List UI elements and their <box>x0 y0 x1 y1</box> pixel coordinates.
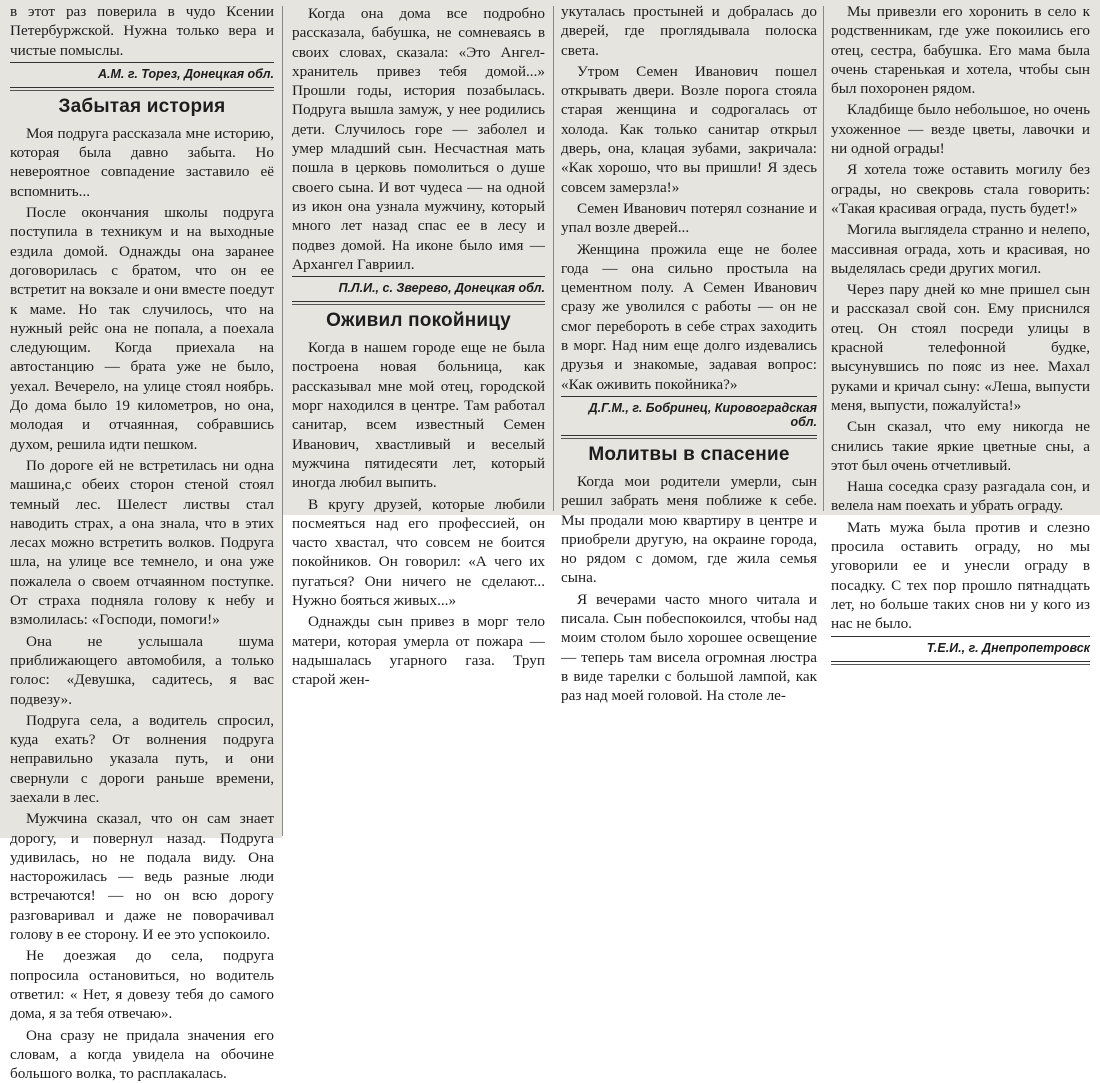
column-divider <box>553 6 554 511</box>
paragraph: Утром Семен Иванович пошел открывать двери. Возле порога стояла старая женщина и содрогалась от холода. Как только санитар открыл дверь, она, клацая зубами, закричала: «Как хорошо, что вы пришли! Я здесь совсем замерзла!» <box>561 62 817 196</box>
paragraph: Когда она дома все подробно рассказала, бабушка, не сомневаясь в своих словах, сказала: «Это Ангел-хранитель привез тебя домой...» Прошли годы, история позабылась. Подруга вышла замуж, у нее родились дети. Случилось горе — заболел и умер младший сын. Несчастная мать пошла в церковь помолиться о душе своего сына. И вот чудеса — на одной из икон она узнала мужчину, который много лет назад спас ее в лесу и подвез домой. На иконе было имя — Архангел Гавриил. <box>292 5 545 273</box>
paragraph: Мужчина сказал, что он сам знает дорогу, и повернул назад. Подруга удивилась, но не подала виду. Она насторожилась — ведь разные люди встречаются! — но он всю дорогу разговаривал и даже не поворачивал голову в ее сторону. И ее это успокоило. <box>10 810 274 944</box>
paragraph: Однажды сын привез в морг тело матери, которая умерла от пожара — надышалась угарного газа. Труп старой жен- <box>292 613 545 689</box>
paragraph: Я вечерами часто много читала и писала. Сын побеспокоился, чтобы над моим столом было хорошее освещение — теперь там висела огромная люстра в виде тарелки с большой лампой, как раз над моей головой. На столе ле- <box>561 590 817 705</box>
paragraph: Когда мои родители умерли, сын решил забрать меня поближе к себе. Мы продали мою квартиру в центре и приобрели другую, на окраине города, но рядом с домом, где жила семья сына. <box>561 472 817 587</box>
article-title-1: Забытая история <box>58 95 226 117</box>
paragraph: Когда в нашем городе еще не была построена новая больница, как рассказывал мне мой отец, городской морг находился в центре. Там работал санитар, всем известный Семен Иванович, хвастливый и веселый мужчина пятидесяти лет, который иногда любил выпить. <box>292 339 545 492</box>
paragraph: Наша соседка сразу разгадала сон, и велела нам поехать и убрать ограду. <box>831 478 1090 515</box>
column-1 <box>0 0 282 1083</box>
paragraph: После окончания школы подруга поступила в техникум и на выходные ездила домой. Однажды она заранее договорилась с братом, что он ее встретит на вокзале и они вместе поедут к маме. Но так случилось, что на нужный рейс она не попала, а поехала следующим. Когда приехала на автостанцию — брата уже не было, уехал. Вечерело, на улице стоял ноябрь. До дома было 19 километров, но она, молодая и отчаянная, собравшись духом, решила идти пешком. <box>10 204 274 453</box>
paragraph: укуталась простыней и добралась до дверей, где проглядывала полоска света. <box>561 3 817 59</box>
paragraph: Она не услышала шума приближающего автомобиля, а только голос: «Девушка, садитесь, я вас подвезу». <box>10 632 274 708</box>
signature-3: Д.Г.М., г. Бобринец, Кировоградская обл. <box>561 396 817 436</box>
article-title-2: Оживил покойницу <box>326 310 511 332</box>
signature-1: А.М. г. Торез, Донецкая обл. <box>10 62 274 88</box>
paragraph: По дороге ей не встретилась ни одна машина,с обеих сторон стеной стоял темный лес. Шелест листвы стал наводить страх, а она знала, что в этих лесах можно встретить волков. Подруга шла, на улице все темнело, и она уже пожалела о своем отчаянном поступке. От страха подняла голову к небу и взмолилась: «Господи, помоги!» <box>10 456 274 629</box>
article-title-3: Молитвы в спасение <box>588 443 790 465</box>
paragraph: Подруга села, а водитель спросил, куда ехать? От волнения подруга неправильно указала путь, и они свернули с дороги раньше времени, заехали в лес. <box>10 711 274 806</box>
column-4 <box>823 0 1100 655</box>
paragraph: Я хотела тоже оставить могилу без ограды, но свекровь стала говорить: «Такая красивая ограда, пусть будет!» <box>831 161 1090 217</box>
column-3 <box>553 0 823 705</box>
paragraph: Она сразу не придала значения его словам, а когда увидела на обочине большого волка, то расплакалась. <box>10 1026 274 1083</box>
paragraph: Женщина прожила еще не более года — она сильно простыла на цементном полу. А Семен Иванович сразу же уволился с работы — он не смог перебороть в себе страх заходить в морг. Над ним еще долго издевались друзья и знакомые, задавая вопрос: «Как оживить покойника?» <box>561 240 817 393</box>
paragraph: Могила выглядела странно и нелепо, массивная ограда, хоть и красивая, но выделялась среди других могил. <box>831 221 1090 277</box>
column-divider <box>823 6 824 511</box>
paragraph: Семен Иванович потерял сознание и упал возле дверей... <box>561 199 817 237</box>
signature-4: Т.Е.И., г. Днепропетровск <box>831 636 1090 662</box>
column-2 <box>282 0 553 689</box>
paragraph: Через пару дней ко мне пришел сын и рассказал свой сон. Ему приснился отец. Он стоял посреди улицы в красной телефонной будке, высунувшись по пояс из нее. Махал руками и кричал сыну: «Леша, выпусти меня, выпусти, пожалуйста!» <box>831 281 1090 414</box>
paragraph: Не доезжая до села, подруга попросила остановиться, но водитель ответил: « Нет, я довезу тебя до самого дома, я за тебя отвечаю». <box>10 947 274 1023</box>
signature-2: П.Л.И., с. Зверево, Донецкая обл. <box>292 276 545 302</box>
paragraph: Мать мужа была против и слезно просила оставить ограду, но мы уговорили ее и унесли ограду в посадку. С тех пор прошло пятнадцать лет, но больше таких снов ни у кого из нас не было. <box>831 518 1090 633</box>
paragraph: Сын сказал, что ему никогда не снились такие яркие цветные сны, а этот был очень отчетливый. <box>831 418 1090 474</box>
paragraph: В кругу друзей, которые любили посмеяться над его профессией, он часто хвастал, что совсем не боится покойников. Он говорил: «А чего их пугаться? Они ничего не сделают... Нужно бояться живых...» <box>292 495 545 610</box>
paragraph: Кладбище было небольшое, но очень ухоженное — везде цветы, лавочки и ни одной ограды! <box>831 101 1090 158</box>
intro-end-text: в этот раз поверила в чудо Ксении Петербуржской. Нужна только вера и чистые помыслы. <box>10 3 274 59</box>
paragraph: Моя подруга рассказала мне историю, которая была давно забыта. Но невероятное совпадение заставило её вспомнить... <box>10 124 274 200</box>
column-divider <box>282 6 283 836</box>
paragraph: Мы привезли его хоронить в село к родственникам, где уже покоились его отец, сестра, бабушка. Его мама была очень старенькая и хотела, чтобы сын был похоронен рядом. <box>831 3 1090 98</box>
